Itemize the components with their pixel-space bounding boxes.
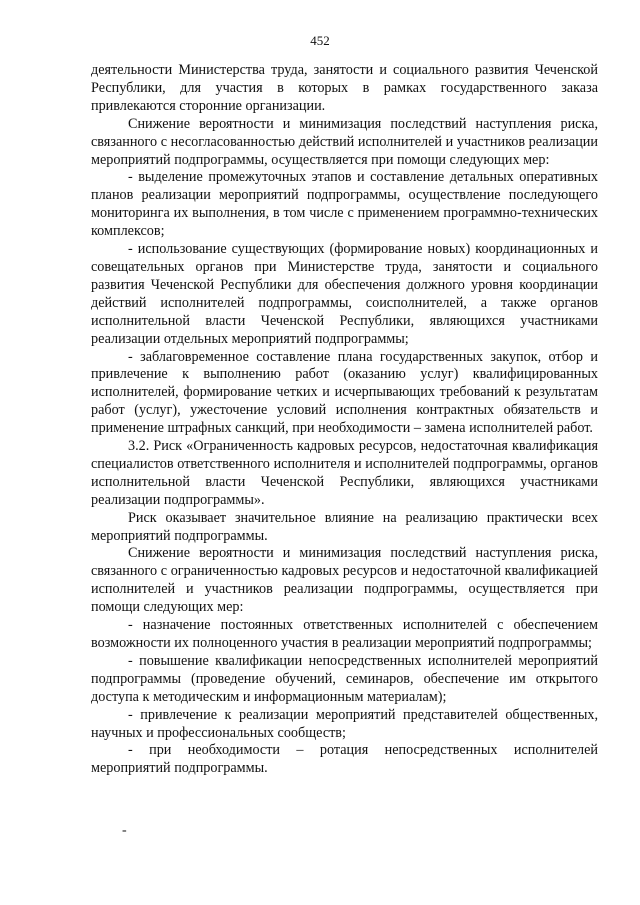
document-body xyxy=(91,62,598,778)
section-heading: 3.2. Риск «Ограниченность кадровых ресурсов, недостаточная квалификация специалистов ответственного исполнителя и исполнителей подпрограммы, органов исполнительной власти Чеченской Республики, являющихся участниками реализации подпрограммы». xyxy=(91,438,598,508)
paragraph: деятельности Министерства труда, занятости и социального развития Чеченской Республики, для участия в которых в рамках государственного заказа привлекаются сторонние организации. xyxy=(91,62,598,114)
paragraph: Риск оказывает значительное влияние на реализацию практически всех мероприятий подпрограммы. xyxy=(91,509,598,544)
paragraph: Снижение вероятности и минимизация последствий наступления риска, связанного с несогласованностью действий исполнителей и участников реализации мероприятий подпрограммы, осуществляется при помощи следующих мер: xyxy=(91,115,598,168)
paragraph: Снижение вероятности и минимизация последствий наступления риска, связанного с ограниченностью кадровых ресурсов и недостаточной квалификацией исполнителей и участников реализации подпрограммы, осуществляется при помощи следующих мер: xyxy=(91,545,598,616)
list-item: - выделение промежуточных этапов и составление детальных оперативных планов реализации мероприятий подпрограммы, осуществление последующего мониторинга их выполнения, в том числе с применением программно-технических комплексов; xyxy=(91,169,598,240)
list-item: - при необходимости – ротация непосредственных исполнителей мероприятий подпрограммы. xyxy=(91,742,598,777)
list-item: - назначение постоянных ответственных исполнителей с обеспечением возможности их полноценного участия в реализации мероприятий подпрограммы; xyxy=(91,617,598,651)
list-item: - использование существующих (формирование новых) координационных и совещательных органов при Министерстве труда, занятости и социального развития Чеченской Республики для обеспечения должного уровня координации действий исполнителей подпрограммы, соисполнителей, а также органов исполнительной власти Чеченской Республики, являющихся участниками реализации отдельных мероприятий подпрограммы; xyxy=(91,241,598,347)
list-item: - заблаговременное составление плана государственных закупок, отбор и привлечение к выполнению работ (оказанию услуг) квалифицированных исполнителей, формирование четких и исчерпывающих требований к результатам работ (услуг), ужесточение условий исполнения контрактных обязательств и применение штрафных санкций, при необходимости – замена исполнителей работ. xyxy=(91,348,598,437)
trailing-dash: - xyxy=(122,823,127,838)
page-number: 452 xyxy=(310,33,330,48)
list-item: - повышение квалификации непосредственных исполнителей мероприятий подпрограммы (проведение обучений, семинаров, обеспечение им открытого доступа к методическим и информационным материалам); xyxy=(91,652,598,705)
list-item: - привлечение к реализации мероприятий представителей общественных, научных и профессиональных сообществ; xyxy=(91,706,598,741)
